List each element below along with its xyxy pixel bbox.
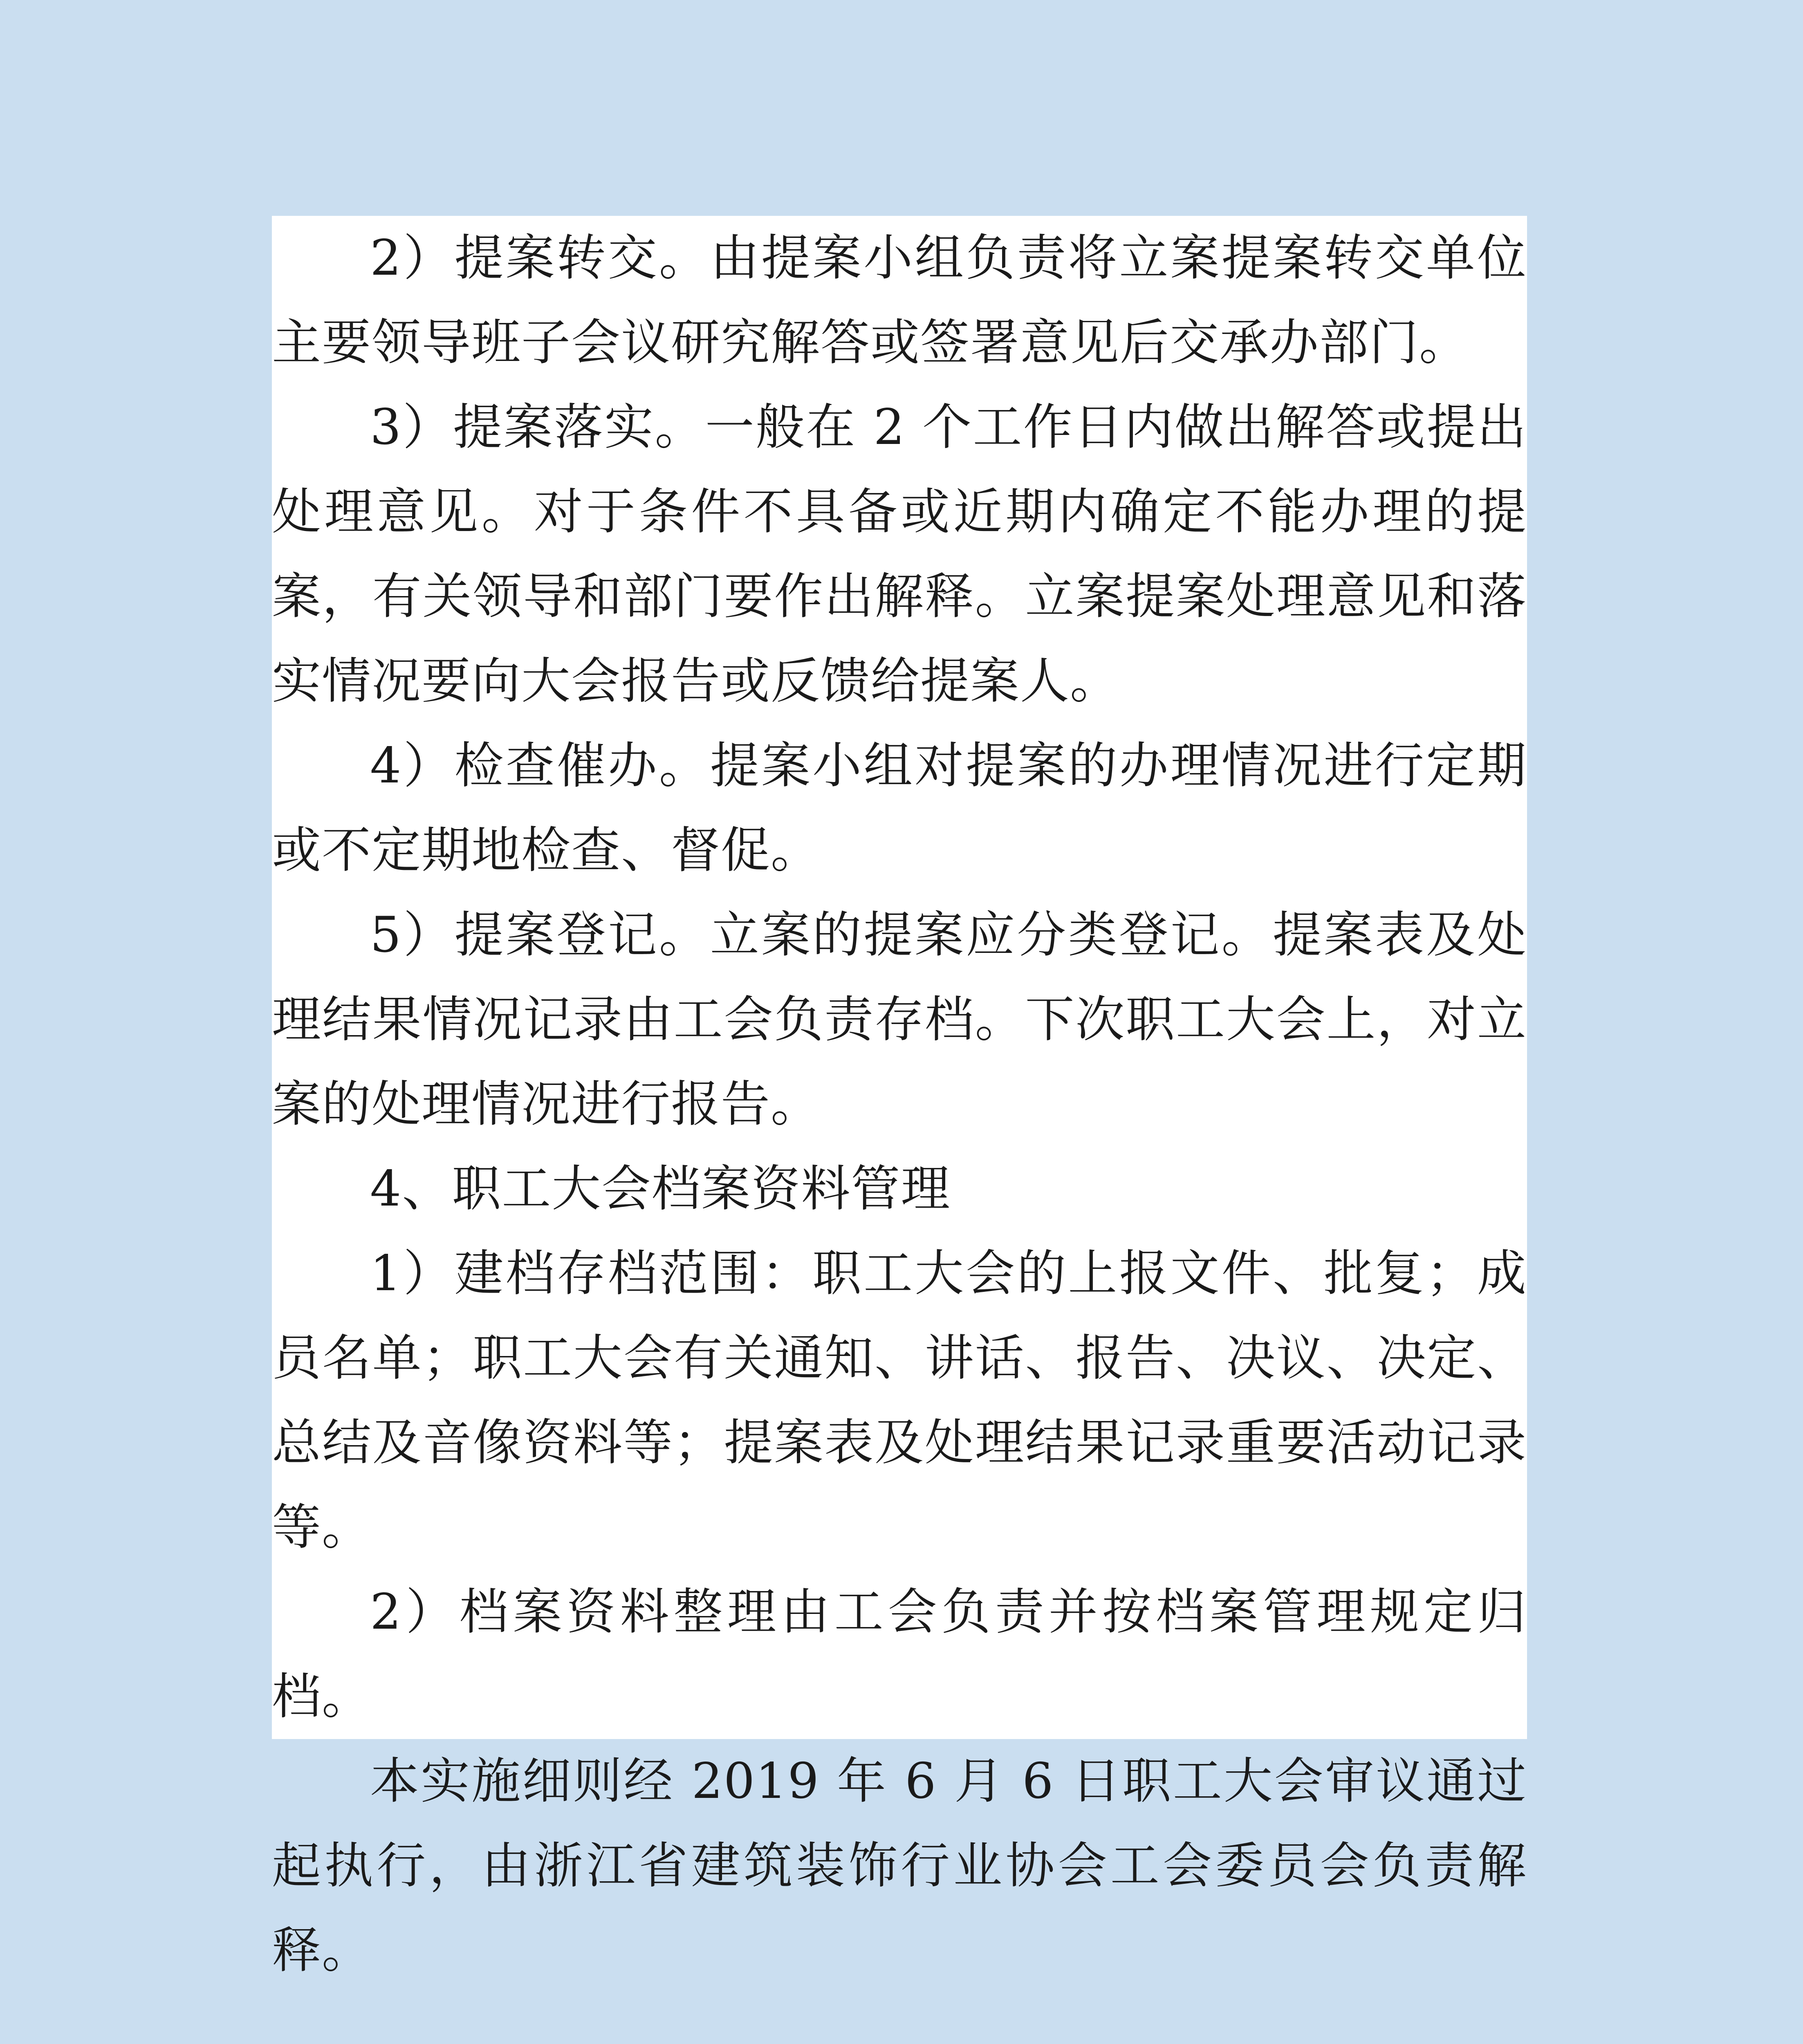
paragraph-inspection-reminder: 4）检查催办。提案小组对提案的办理情况进行定期或不定期地检查、督促。 xyxy=(272,737,1527,879)
paragraph-proposal-registration: 5）提案登记。立案的提案应分类登记。提案表及处理结果情况记录由工会负责存档。下次职工大会上，对立案的处理情况进行报告。 xyxy=(272,907,1527,1133)
paragraph-proposal-implementation: 3）提案落实。一般在 2 个工作日内做出解答或提出处理意见。对于条件不具备或近期内确定不能办理的提案，有关领导和部门要作出解释。立案提案处理意见和落实情况要向大会报告或反馈给提案人。 xyxy=(272,399,1527,710)
highlighted-text-block xyxy=(272,216,1527,1739)
section-heading-archive-management: 4、职工大会档案资料管理 xyxy=(370,1161,951,1217)
document-body xyxy=(272,216,1527,1993)
paragraph-closing-statement: 本实施细则经 2019 年 6 月 6 日职工大会审议通过起执行，由浙江省建筑装饰行业协会工会委员会负责解释。 xyxy=(272,1753,1527,1979)
paragraph-archive-organization: 2）档案资料整理由工会负责并按档案管理规定归档。 xyxy=(272,1584,1527,1725)
paragraph-archive-scope: 1）建档存档范围：职工大会的上报文件、批复；成员名单；职工大会有关通知、讲话、报告、决议、决定、总结及音像资料等；提案表及处理结果记录重要活动记录等。 xyxy=(272,1245,1527,1556)
paragraph-proposal-transfer: 2）提案转交。由提案小组负责将立案提案转交单位主要领导班子会议研究解答或签署意见后交承办部门。 xyxy=(272,230,1527,371)
